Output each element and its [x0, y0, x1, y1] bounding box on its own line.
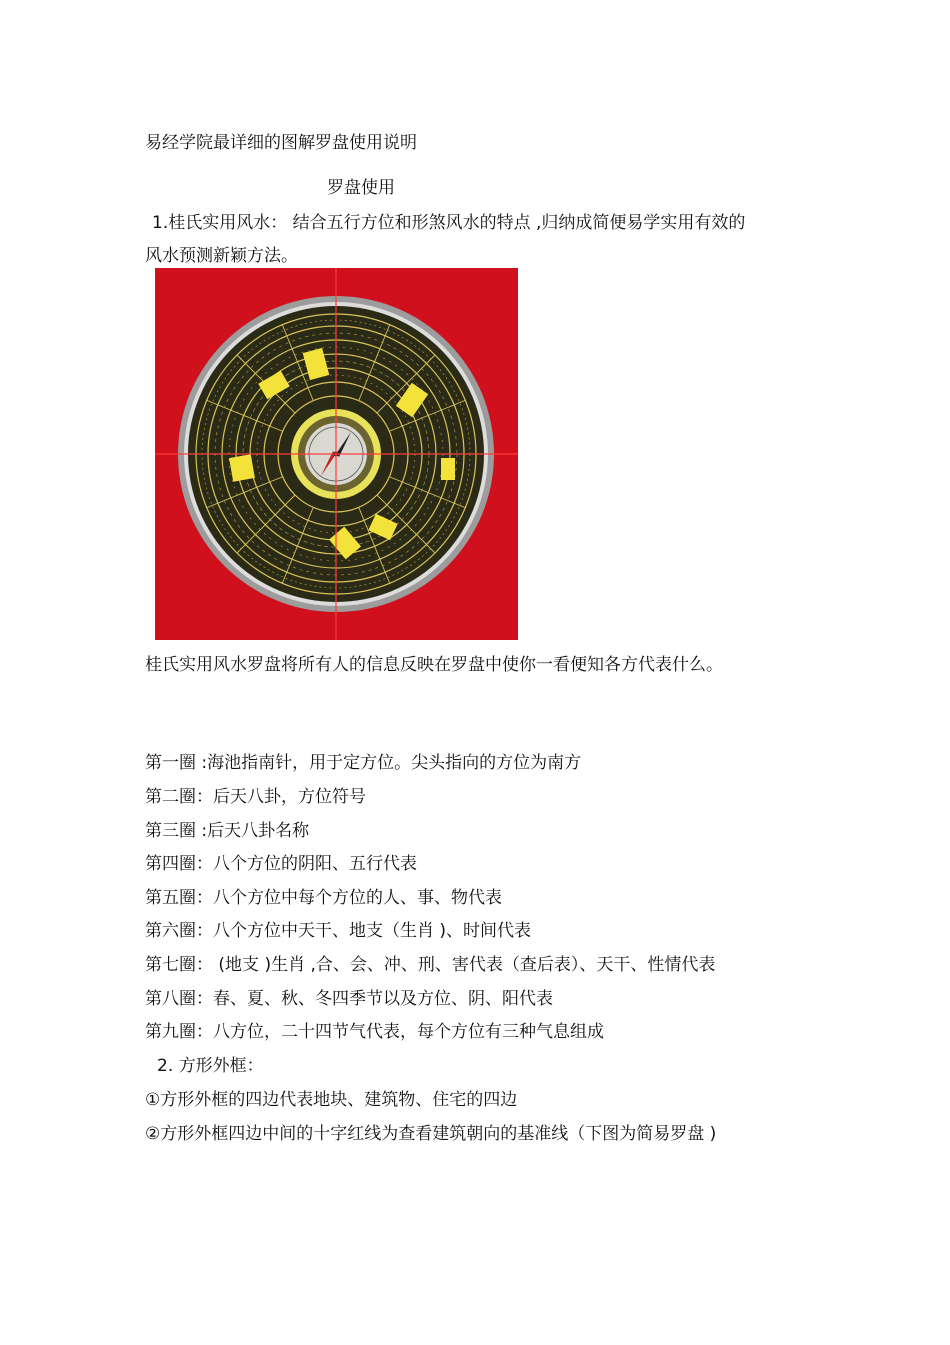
document-title: 易经学院最详细的图解罗盘使用说明	[145, 133, 417, 153]
luopan-compass-image	[155, 268, 518, 640]
ring-5: 第五圈：八个方位中每个方位的人、事、物代表	[145, 888, 502, 908]
ring-3: 第三圈 :后天八卦名称	[145, 821, 310, 841]
ring-6: 第六圈：八个方位中天干、地支（生肖 )、时间代表	[145, 921, 532, 941]
ring-7: 第七圈： (地支 )生肖 ,合、会、冲、刑、害代表（查后表）、天干、性情代表	[145, 955, 716, 975]
section-2-item-1: ①方形外框的四边代表地块、建筑物、住宅的四边	[145, 1090, 518, 1110]
ring-8: 第八圈：春、夏、秋、冬四季节以及方位、阴、阳代表	[145, 989, 553, 1009]
ring-1: 第一圈 :海池指南针，用于定方位。尖头指向的方位为南方	[145, 753, 582, 773]
intro-line-1: 1.桂氏实用风水： 结合五行方位和形煞风水的特点 ,归纳成简便易学实用有效的	[152, 213, 746, 233]
ring-4: 第四圈：八个方位的阴阳、五行代表	[145, 854, 417, 874]
figure-caption: 桂氏实用风水罗盘将所有人的信息反映在罗盘中使你一看便知各方代表什么。	[145, 655, 723, 675]
section-title: 罗盘使用	[327, 178, 395, 198]
section-2-heading: 2. 方形外框：	[157, 1056, 264, 1076]
luopan-compass-photo	[155, 268, 518, 640]
ring-9: 第九圈：八方位，二十四节气代表，每个方位有三种气息组成	[145, 1022, 604, 1042]
intro-line-2: 风水预测新颖方法。	[145, 246, 298, 266]
ring-2: 第二圈：后天八卦，方位符号	[145, 787, 366, 807]
section-2-item-2: ②方形外框四边中间的十字红线为查看建筑朝向的基准线（下图为简易罗盘 )	[145, 1124, 717, 1144]
